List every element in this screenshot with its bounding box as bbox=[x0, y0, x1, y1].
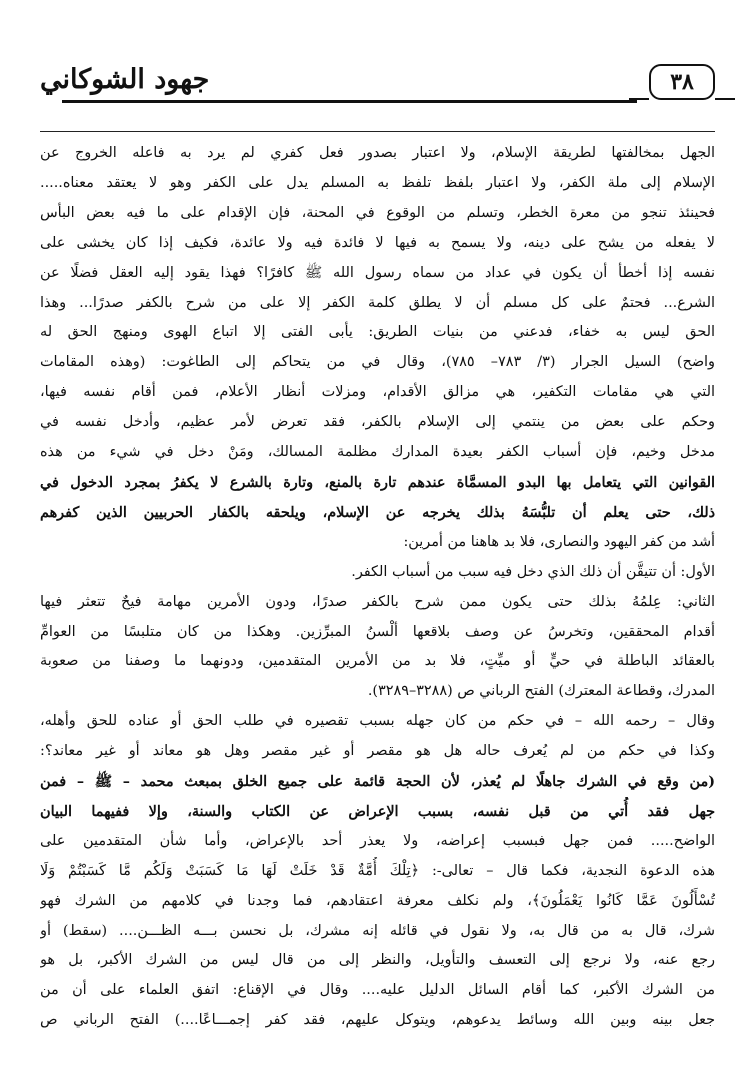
page-header bbox=[40, 58, 715, 102]
text-line: الأول: أن تتيقَّن أن ذلك الذي دخل فيه سبب من أسباب الكفر. bbox=[351, 563, 715, 580]
text-line: الإسلام إلى ملة الكفر، ولا اعتبار بلفظ تلفظ به المسلم يدل على الكفر وهو لا يعتقد معناه..... bbox=[40, 174, 715, 191]
text-line: الشرع... فحتمٌ على كل مسلم أن لا يطلق كلمة الكفر إلا على من شرح بالكفر صدرًا... وهذا bbox=[40, 294, 715, 311]
body-text bbox=[40, 139, 715, 1036]
text-line: تُسْأَلُونَ عَمَّا كَانُوا يَعْمَلُونَ﴾، ولم نكلف معرفة اعتقادهم، فما وجدنا في كلامهم من الشرك فهو bbox=[40, 892, 715, 909]
text-line: ذلك، حتى يعلم أن تلبُّسَهُ بذلك يخرجه عن الإسلام، ويلحقه بالكفار الحربيين الذين كفرهم bbox=[40, 503, 715, 521]
text-line: الثاني: عِلمُهُ بذلك حتى يكون ممن شرح بالكفر صدرًا، ودون الأمرين مهامة فيحٌ تتعثر فيها bbox=[40, 593, 715, 610]
text-line: جعل بينه وبين الله وسائط يدعوهم، ويتوكل عليهم، فقد كفر إجمـــاعًا....) الفتح الرباني ص bbox=[40, 1012, 715, 1029]
text-line: رجع عنه، ولا نرجع إلى التعسف والتأويل، والنظر إلى من قال ليس من الشرك الأكبر، بل هو bbox=[40, 952, 715, 969]
text-line: المدرك، وقطاعة المعترك) الفتح الرباني ص (٣٢٨٨–٣٢٨٩). bbox=[367, 683, 715, 700]
text-line: أقدام المحققين، وتخرسُ عن وصف بلاقعها ألْسنُ المبرِّزين. وهكذا من كان متلبسًا من العوامِّ bbox=[40, 623, 715, 640]
text-line: جهل فقد أُتي من قبل نفسه، بسبب الإعراض عن الكتاب والسنة، وإلا ففيهما البيان bbox=[40, 802, 715, 820]
text-line: وقال – رحمه الله – في حكم من كان جهله بسبب تقصيره في طلب الحق أو عناده للحق وأهله، bbox=[40, 713, 715, 730]
top-divider bbox=[40, 131, 715, 132]
text-line: وحكم على بعض من ينتمي إلى الإسلام بالكفر، فقد تعرض لأمر عظيم، وأدخل نفسه في bbox=[40, 414, 715, 431]
page-number: ٣٨ bbox=[649, 64, 715, 100]
text-line: نفسه إذا أخطأ أن يكون في عداد من سماه رسول الله ﷺ كافرًا؟ فهذا يقود إليه العقل فضلًا عن bbox=[40, 264, 715, 281]
text-line: أشد من كفر اليهود والنصارى، فلا بد هاهنا من أمرين: bbox=[403, 533, 715, 550]
text-line: الواضح..... فمن جهل فبسبب إعراضه، ولا يعذر أحد بالإعراض، وأما شأن المتقدمين على bbox=[40, 832, 715, 849]
text-line: فحينئذ تنجو من معرة الخطر، وتسلم من الوقوع في المحنة، فإن الإقدام على ما فيه بعض البأس bbox=[40, 204, 715, 221]
text-line: الحق ليس به خفاء، فدعني من بنيات الطريق: يأبى الفتى إلا اتباع الهوى ومنهج الحق له bbox=[40, 324, 715, 341]
text-line: من الشرك الأكبر، كما أقام السائل الدليل عليه.... وقال في الإقناع: اتفق العلماء على أن من bbox=[40, 982, 715, 999]
running-title: جهود الشوكاني bbox=[40, 64, 210, 95]
text-line: واضح) السيل الجرار (٣/ ٧٨٣– ٧٨٥)، وقال في من يتحاكم إلى الطاغوت: (وهذه المقامات bbox=[40, 354, 715, 371]
text-line: التي هي مقامات التكفير، هي مزالق الأقدام، ومزلات أنظار الأعلام، فمن أقام نفسه فيها، bbox=[40, 384, 715, 401]
text-line: هذه الدعوة النجدية، فكما قال – تعالى-: ﴿تِلْكَ أُمَّةٌ قَدْ خَلَتْ لَهَا مَا كَسَبَتْ وَلَكُم مَّا كَسَبْتُمْ وَلَا bbox=[40, 862, 715, 879]
text-line: القوانين التي يتعامل بها البدو المسمَّاة عندهم تارة بالمنع، وتارة بالشرع لا يكفرُ بمجرد الدخول في bbox=[40, 473, 715, 491]
text-line: مدخل وخيم، فإن أسباب الكفر بعيدة المدارك مظلمة المسالك، ومَنْ دخل في شيء من هذه bbox=[40, 444, 715, 461]
text-line: وكذا في حكم من لم يُعرف حاله هل هو مقصر أو غير مقصر وهل هو معاند أو غير معاند؟: bbox=[40, 743, 715, 760]
text-line: الجهل بمخالفتها لطريقة الإسلام، ولا اعتبار بصدور فعل كفري لم يرد به فاعله الخروج عن bbox=[40, 145, 715, 161]
text-line: لا يفعله من يشح على دينه، ولا يسمح به فيها لا فائدة فيه ولا عائدة، فكيف إذا كان يخشى على bbox=[40, 234, 715, 251]
text-line: شرك، قال به من قال به، ولا نقول في قائله إنه مشرك، بل نحسن بـــه الظـــن.... (سقط) أو bbox=[40, 922, 715, 939]
header-rule bbox=[62, 100, 637, 103]
text-line: بالعقائد الباطلة في حيٍّ أو ميِّتٍ، فلا بد من الأمرين المتقدمين، ودونهما ما وصفنا من صعوبة bbox=[40, 653, 715, 670]
text-line: (من وقع في الشرك جاهلًا لم يُعذر، لأن الحجة قائمة على جميع الخلق بمبعث محمد – ﷺ – فمن bbox=[40, 773, 715, 791]
